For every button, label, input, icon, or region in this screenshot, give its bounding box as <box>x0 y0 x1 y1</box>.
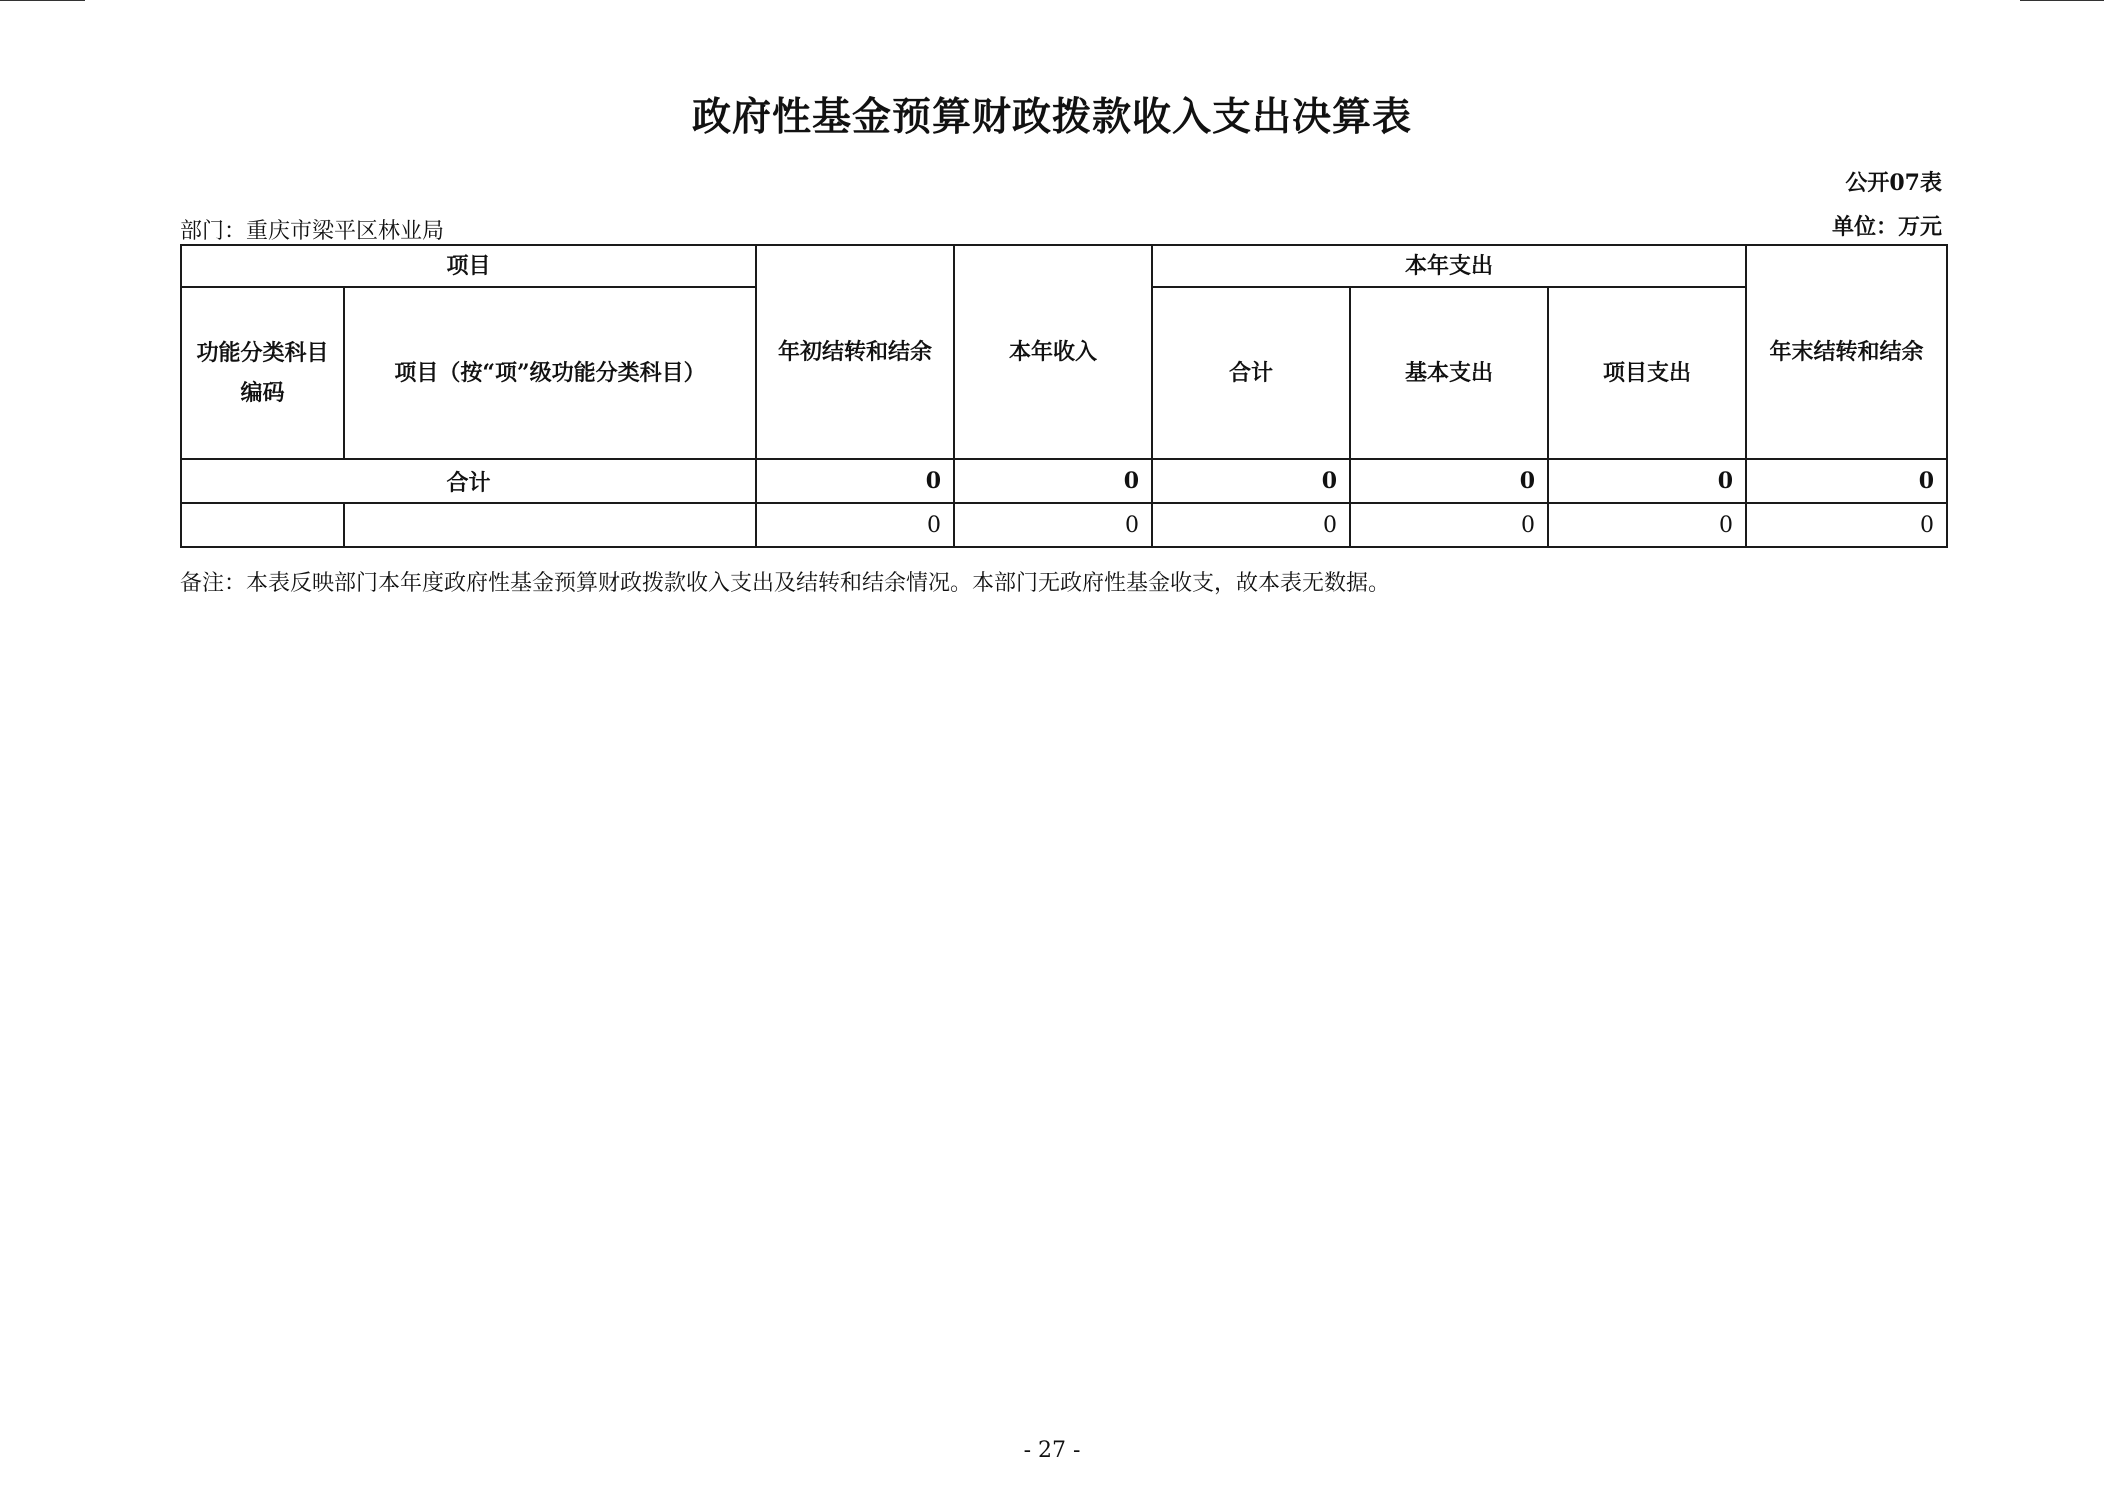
row-expense-total: 0 <box>1152 503 1350 547</box>
row-project-expense: 0 <box>1548 503 1746 547</box>
total-closing-balance: 0 <box>1746 459 1947 503</box>
budget-table <box>180 244 1948 548</box>
total-basic-expense: 0 <box>1350 459 1548 503</box>
scan-edge-mark-left <box>0 0 85 1</box>
unit-label: 单位：万元 <box>1831 214 1942 240</box>
footnote: 备注：本表反映部门本年度政府性基金预算财政拨款收入支出及结转和结余情况。本部门无政府性基金收支，故本表无数据。 <box>180 571 1391 596</box>
header-project: 项目 <box>181 245 756 287</box>
row-basic-expense: 0 <box>1350 503 1548 547</box>
header-opening-balance: 年初结转和结余 <box>756 245 954 459</box>
header-closing-balance: 年末结转和结余 <box>1746 245 1947 459</box>
total-current-income: 0 <box>954 459 1152 503</box>
total-project-expense: 0 <box>1548 459 1746 503</box>
page-number: - 27 - <box>1023 1438 1081 1463</box>
total-label: 合计 <box>181 459 756 503</box>
total-opening-balance: 0 <box>756 459 954 503</box>
header-project-expense: 项目支出 <box>1548 287 1746 459</box>
header-project-item: 项目（按“项”级功能分类科目） <box>344 287 756 459</box>
row-opening-balance: 0 <box>756 503 954 547</box>
row-project-item <box>344 503 756 547</box>
row-func-code <box>181 503 344 547</box>
row-current-income: 0 <box>954 503 1152 547</box>
page-title: 政府性基金预算财政拨款收入支出决算表 <box>691 94 1412 140</box>
total-row <box>181 459 1947 503</box>
header-basic-expense: 基本支出 <box>1350 287 1548 459</box>
department-label: 部门：重庆市梁平区林业局 <box>180 219 445 244</box>
scan-edge-mark-right <box>2020 0 2104 1</box>
form-number: 公开07表 <box>1845 170 1942 196</box>
header-current-income: 本年收入 <box>954 245 1152 459</box>
data-row <box>181 503 1947 547</box>
header-expense-total: 合计 <box>1152 287 1350 459</box>
total-expense-total: 0 <box>1152 459 1350 503</box>
header-current-expense: 本年支出 <box>1152 245 1746 287</box>
header-func-code: 功能分类科目编码 <box>181 287 344 459</box>
row-closing-balance: 0 <box>1746 503 1947 547</box>
